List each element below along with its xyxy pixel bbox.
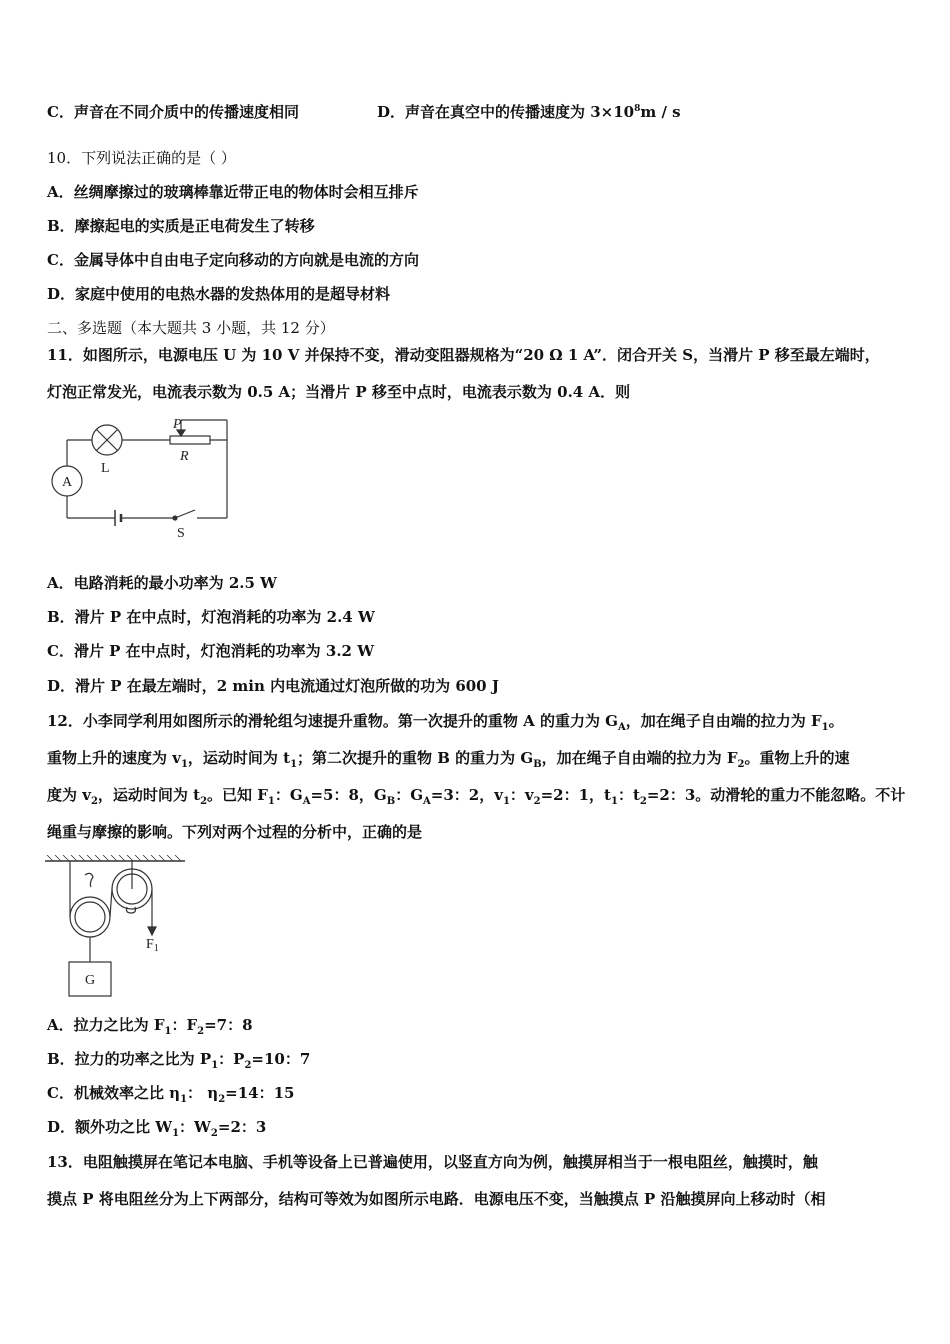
q11-option-d: D．滑片 P 在最左端时，2 min 内电流通过灯泡所做的功为 600 J — [47, 677, 499, 695]
slider-label: P — [173, 417, 182, 432]
rheostat-symbol — [170, 436, 210, 444]
q10-option-d: D．家庭中使用的电热水器的发热体用的是超导材料 — [47, 285, 391, 303]
q12-stem-line1: 12．小李同学利用如图所示的滑轮组匀速提升重物。第一次提升的重物 A 的重力为 $G_A$，加在绳子自由端的拉力为 $F_1$。 — [47, 712, 844, 733]
q12-stem-line4: 绳重与摩擦的影响。下列对两个过程的分析中，正确的是 — [47, 823, 423, 841]
q12-option-b: B．拉力的功率之比为 $P_1$：$P_2=10$：7 — [47, 1050, 311, 1071]
q12-stem-line3: 度为 $v_2$，运动时间为 $t_2$。已知 $F_1$：$G_A=5$：8，$G_B$：$G_A=3$：2，$v_1$：$v_2=2$：1，$t_1$：$t_2=2$：3。动滑轮的重力不能忽略。不计 — [47, 786, 906, 807]
switch-symbol — [175, 510, 195, 518]
switch-label: S — [177, 526, 185, 541]
lamp-label: L — [101, 461, 110, 476]
section-heading-multi-choice: 二、多选题（本大题共 3 小题，共 12 分） — [47, 319, 335, 337]
q11-stem-line2: 灯泡正常发光，电流表示数为 0.5 A；当滑片 P 移至中点时，电流表示数为 0.4 A．则 — [47, 383, 631, 401]
q10-stem: 10．下列说法正确的是（ ） — [47, 149, 236, 167]
ammeter-label: A — [61, 475, 73, 490]
circuit-diagram — [45, 410, 245, 545]
q11-stem-line1: 11．如图所示，电源电压 U 为 10 V 并保持不变，滑动变阻器规格为“20 Ω 1 A”．闭合开关 S，当滑片 P 移至最左端时， — [47, 346, 880, 364]
q11-option-c: C．滑片 P 在中点时，灯泡消耗的功率为 3.2 W — [47, 642, 375, 660]
q12-option-c: C．机械效率之比 $\eta_1$： $\eta_2=14$：15 — [47, 1084, 295, 1105]
q11-option-b: B．滑片 P 在中点时，灯泡消耗的功率为 2.4 W — [47, 608, 375, 626]
q12-stem-line2: 重物上升的速度为 $v_1$，运动时间为 $t_1$；第二次提升的重物 B 的重力为 $G_B$，加在绳子自由端的拉力为 $F_2$。重物上升的速 — [47, 749, 850, 770]
movable-pulley — [70, 897, 110, 937]
q13-stem-line1: 13．电阻触摸屏在笔记本电脑、手机等设备上已普遍使用，以竖直方向为例，触摸屏相当于一根电阻丝，触摸时，触 — [47, 1153, 818, 1171]
weight-label: G — [84, 973, 96, 988]
q11-option-a: A．电路消耗的最小功率为 2.5 W — [47, 574, 278, 592]
q12-option-a: A．拉力之比为 $F_1$：$F_2=7$：8 — [47, 1016, 253, 1037]
force-label: $F_1$ — [146, 937, 159, 954]
q10-option-c: C．金属导体中自由电子定向移动的方向就是电流的方向 — [47, 251, 419, 269]
pulley-diagram — [45, 855, 195, 1000]
q9-option-d: D．声音在真空中的传播速度为 $3\times 10^8m / s$ — [377, 103, 681, 121]
q10-option-a: A．丝绸摩擦过的玻璃棒靠近带正电的物体时会相互排斥 — [47, 183, 419, 201]
q9-option-c: C．声音在不同介质中的传播速度相同 — [47, 103, 299, 121]
q13-stem-line2: 摸点 P 将电阻丝分为上下两部分，结构可等效为如图所示电路．电源电压不变，当触摸点 P 沿触摸屏向上移动时（相 — [47, 1190, 826, 1208]
resistor-label: R — [180, 449, 189, 464]
q12-option-d: D．额外功之比 $W_1$：$W_2=2$：3 — [47, 1118, 267, 1139]
q10-option-b: B．摩擦起电的实质是正电荷发生了转移 — [47, 217, 315, 235]
